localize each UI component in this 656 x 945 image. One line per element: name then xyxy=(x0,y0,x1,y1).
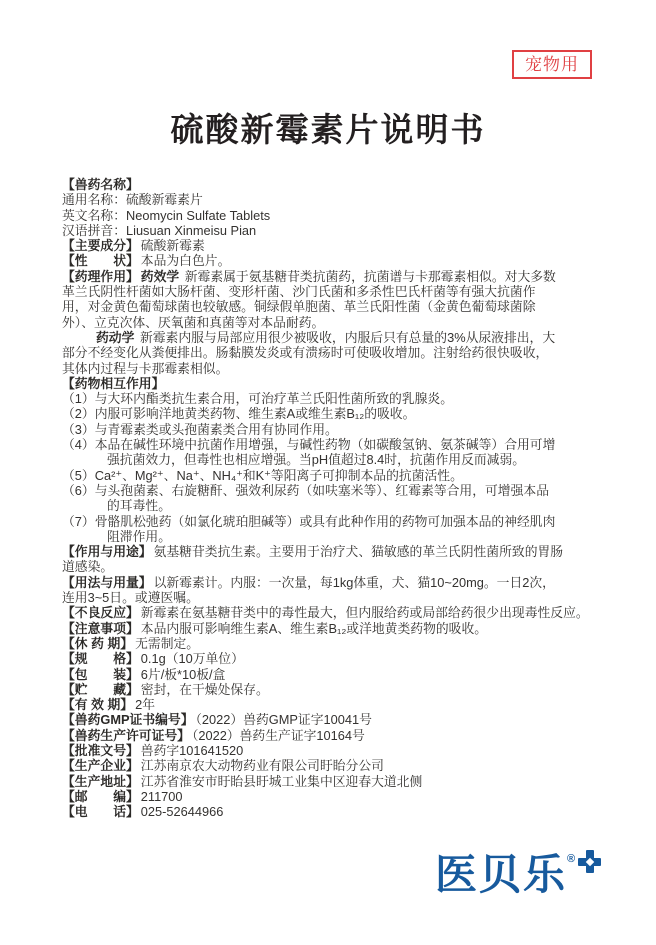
doc-label: 【邮 编】 xyxy=(62,788,139,804)
doc-line xyxy=(62,253,607,268)
doc-line xyxy=(62,498,607,513)
doc-line xyxy=(62,529,607,544)
pet-use-badge: 宠物用 xyxy=(512,50,592,79)
doc-line xyxy=(62,223,607,238)
doc-label: 【生产地址】 xyxy=(62,773,139,789)
registered-mark: ® xyxy=(567,853,576,865)
doc-text: 部分不经变化从粪便排出。肠黏膜发炎或有溃疡时可使吸收增加。注射给药很快吸收， xyxy=(62,345,549,361)
doc-text: 连用3~5日。或遵医嘱。 xyxy=(62,590,199,606)
doc-label: 【贮 藏】 xyxy=(62,681,139,697)
doc-line xyxy=(62,712,607,727)
doc-text: 江苏省淮安市盱眙县盱城工业集中区迎春大道北侧 xyxy=(140,773,423,789)
doc-label: 【规 格】 xyxy=(62,651,139,667)
doc-label: 【用法与用量】 xyxy=(62,574,152,590)
doc-text: （7）骨骼肌松弛药（如氯化琥珀胆碱等）或具有此种作用的药物可加强本品的神经肌肉 xyxy=(62,513,556,529)
doc-label: 【主要成分】 xyxy=(62,238,139,254)
doc-line xyxy=(62,728,607,743)
doc-line xyxy=(62,758,607,773)
doc-text: 氨基糖苷类抗生素。主要用于治疗犬、猫敏感的革兰氏阴性菌所致的胃肠 xyxy=(153,544,564,560)
doc-line xyxy=(62,299,607,314)
doc-label: 【药理作用】 xyxy=(62,268,139,284)
doc-line xyxy=(62,514,607,529)
doc-line xyxy=(62,208,607,223)
doc-line xyxy=(62,452,607,467)
doc-line xyxy=(62,284,607,299)
doc-label: 【兽药GMP证书编号】 xyxy=(62,712,194,728)
doc-label: 【作用与用途】 xyxy=(62,544,152,560)
doc-text: 新霉素属于氨基糖苷类抗菌药，抗菌谱与卡那霉素相似。对大多数 xyxy=(181,268,556,284)
doc-line xyxy=(62,682,607,697)
doc-line xyxy=(62,667,607,682)
doc-line xyxy=(62,192,607,207)
doc-line xyxy=(62,315,607,330)
doc-line xyxy=(62,559,607,574)
doc-text: （2）内服可影响洋地黄类药物、维生素A或维生素B₁₂的吸收。 xyxy=(62,406,416,422)
doc-text: 025-52644966 xyxy=(140,804,224,820)
doc-line xyxy=(62,376,607,391)
doc-text: 外）、立克次体、厌氧菌和真菌等对本品耐药。 xyxy=(62,314,325,330)
doc-text: 用，对金黄色葡萄球菌也较敏感。铜绿假单胞菌、革兰氏阳性菌（金黄色葡萄球菌除 xyxy=(62,299,536,315)
doc-label: 【包 装】 xyxy=(62,666,139,682)
doc-text: 强抗菌效力，但毒性也相应增强。当pH值超过8.4时，抗菌作用反而减弱。 xyxy=(107,452,526,468)
doc-text: 2年 xyxy=(135,697,156,713)
doc-line xyxy=(62,621,607,636)
doc-line xyxy=(62,804,607,819)
doc-line xyxy=(62,697,607,712)
doc-text: 其体内过程与卡那霉素相似。 xyxy=(62,360,229,376)
doc-text: 的耳毒性。 xyxy=(107,498,171,514)
doc-line xyxy=(62,391,607,406)
doc-text: （3）与青霉素类或头孢菌素类合用有协同作用。 xyxy=(62,421,338,437)
doc-line xyxy=(62,590,607,605)
doc-label: 【性 状】 xyxy=(62,253,139,269)
doc-line xyxy=(62,743,607,758)
doc-text: 汉语拼音：Liusuan Xinmeisu Pian xyxy=(62,222,257,238)
plus-cross-icon xyxy=(578,850,601,873)
doc-text: 以新霉素计。内服：一次量，每1kg体重，犬、猫10~20mg。一日2次， xyxy=(153,574,555,590)
doc-text: 通用名称：硫酸新霉素片 xyxy=(62,192,203,208)
doc-line xyxy=(62,544,607,559)
doc-text: （2022）兽药生产证字10164号 xyxy=(191,727,365,743)
doc-text: 0.1g（10万单位） xyxy=(140,651,244,667)
doc-line xyxy=(62,238,607,253)
doc-line xyxy=(62,468,607,483)
document-body xyxy=(62,177,607,819)
doc-label: 【生产企业】 xyxy=(62,758,139,774)
doc-text: 阻滞作用。 xyxy=(107,528,171,544)
doc-text: 本品内服可影响维生素A、维生素B₁₂或洋地黄类药物的吸收。 xyxy=(140,620,488,636)
doc-line xyxy=(62,789,607,804)
doc-line xyxy=(62,636,607,651)
doc-text: 6片/板*10板/盒 xyxy=(140,666,226,682)
doc-text: 新霉素内服与局部应用很少被吸收，内服后只有总量的3%从尿液排出，大 xyxy=(136,329,556,345)
doc-label: 【批准文号】 xyxy=(62,742,139,758)
doc-text: 硫酸新霉素 xyxy=(140,238,205,254)
doc-label: 【休 药 期】 xyxy=(62,635,134,651)
doc-text: 英文名称：Neomycin Sulfate Tablets xyxy=(62,207,271,223)
brand-logo-text: 医贝乐 xyxy=(435,851,568,898)
doc-label: 【电 话】 xyxy=(62,804,139,820)
doc-text: 本品为白色片。 xyxy=(140,253,231,269)
brand-logo xyxy=(435,852,601,898)
doc-label: 【有 效 期】 xyxy=(62,697,134,713)
doc-line xyxy=(62,345,607,360)
doc-text: 211700 xyxy=(140,788,183,804)
doc-line xyxy=(62,269,607,284)
doc-line xyxy=(62,422,607,437)
doc-line xyxy=(62,330,607,345)
doc-label: 【兽药生产许可证号】 xyxy=(62,727,190,743)
doc-label: 【兽药名称】 xyxy=(62,177,139,192)
doc-text: 无需制定。 xyxy=(135,635,200,651)
doc-line xyxy=(62,483,607,498)
doc-label: 【不良反应】 xyxy=(62,605,139,621)
doc-text: （5）Ca²⁺、Mg²⁺、Na⁺、NH₄⁺和K⁺等阳离子可抑制本品的抗菌活性。 xyxy=(62,467,463,483)
doc-text: 革兰氏阴性杆菌如大肠杆菌、变形杆菌、沙门氏菌和多杀性巴氏杆菌等有强大抗菌作 xyxy=(62,284,536,300)
doc-line xyxy=(62,361,607,376)
page-title: 硫酸新霉素片说明书 xyxy=(170,111,486,148)
doc-text: 道感染。 xyxy=(62,559,114,575)
doc-line xyxy=(62,437,607,452)
doc-label: 药效学 xyxy=(140,268,180,284)
doc-line xyxy=(62,605,607,620)
doc-line xyxy=(62,406,607,421)
doc-text: 江苏南京农大动物药业有限公司盱眙分公司 xyxy=(140,758,384,774)
doc-label: 药动学 xyxy=(96,329,135,345)
doc-line xyxy=(62,651,607,666)
doc-label: 【注意事项】 xyxy=(62,620,139,636)
doc-text: 新霉素在氨基糖苷类中的毒性最大，但内服给药或局部给药很少出现毒性反应。 xyxy=(140,605,589,621)
doc-line xyxy=(62,774,607,789)
doc-text: （6）与头孢菌素、右旋糖酐、强效利尿药（如呋塞米等）、红霉素等合用，可增强本品 xyxy=(62,482,549,498)
doc-line xyxy=(62,575,607,590)
doc-text: 密封，在干燥处保存。 xyxy=(140,681,269,697)
doc-text: （2022）兽药GMP证字10041号 xyxy=(195,712,372,728)
doc-text: （4）本品在碱性环境中抗菌作用增强，与碱性药物（如碳酸氢钠、氨茶碱等）合用可增 xyxy=(62,437,556,453)
doc-line xyxy=(62,177,607,192)
doc-label: 【药物相互作用】 xyxy=(62,375,165,391)
doc-text: 兽药字101641520 xyxy=(140,742,244,758)
doc-text: （1）与大环内酯类抗生素合用，可治疗革兰氏阳性菌所致的乳腺炎。 xyxy=(62,391,454,407)
